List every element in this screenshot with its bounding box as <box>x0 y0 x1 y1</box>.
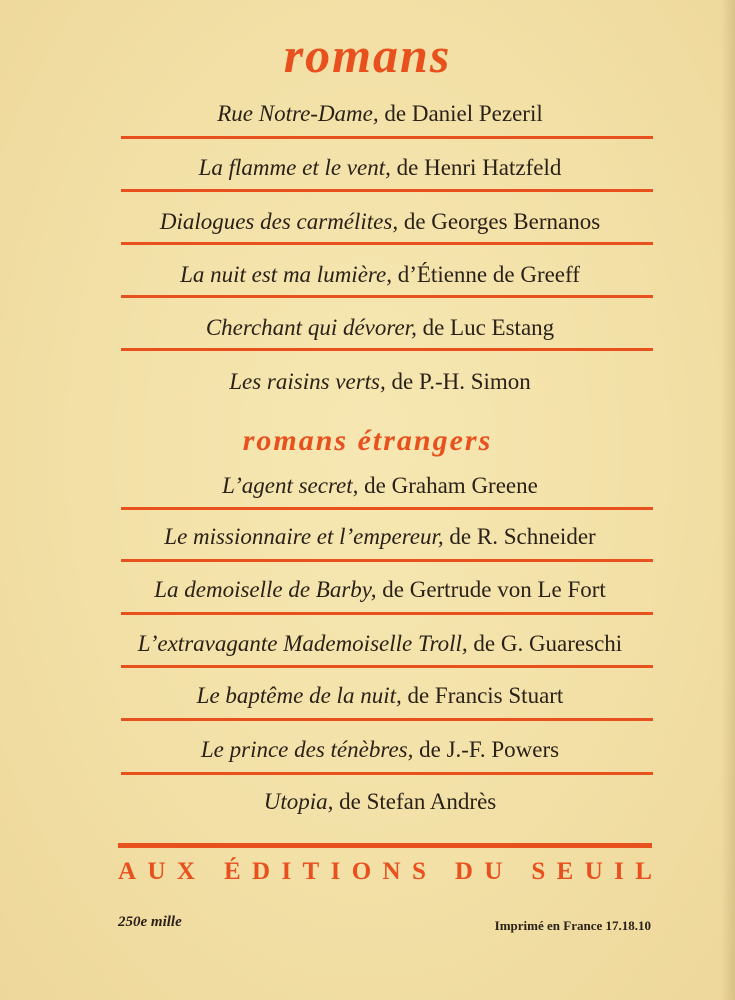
book-entry <box>110 683 650 709</box>
divider-rule <box>121 559 653 562</box>
book-title: L’agent secret, <box>222 473 359 498</box>
book-entry <box>110 577 650 603</box>
divider-rule <box>121 612 653 615</box>
divider-rule <box>121 136 653 139</box>
book-author: de Luc Estang <box>422 315 555 340</box>
divider-rule <box>121 242 653 245</box>
edition-count: 250e mille <box>118 914 182 930</box>
book-entry <box>110 524 650 550</box>
book-title: L’extravagante Mademoiselle Troll, <box>137 631 468 656</box>
book-author: d’Étienne de Greeff <box>397 262 580 287</box>
publisher-space <box>437 858 443 886</box>
book-author: de P.-H. Simon <box>391 369 531 394</box>
book-title: Le missionnaire et l’empereur, <box>164 524 444 549</box>
publisher-letter: D <box>454 858 473 885</box>
publisher-rule <box>118 843 652 848</box>
book-author: de Henri Hatzfeld <box>396 155 562 180</box>
book-author: de Francis Stuart <box>407 683 564 708</box>
book-author: de Gertrude von Le Fort <box>382 577 606 602</box>
divider-rule <box>121 507 653 510</box>
book-entry <box>110 209 650 235</box>
divider-rule <box>121 348 653 351</box>
publisher-letter: U <box>147 858 166 885</box>
publisher-letter: T <box>302 858 320 885</box>
publisher-letter: S <box>531 858 546 885</box>
publisher-letter: S <box>411 858 426 885</box>
publisher-space <box>514 858 520 886</box>
book-title: La flamme et le vent, <box>198 155 391 180</box>
publisher-letter: É <box>223 858 241 885</box>
spine-shadow <box>721 0 735 1000</box>
book-entry <box>110 737 650 763</box>
divider-rule <box>121 718 653 721</box>
book-author: de G. Guareschi <box>473 631 623 656</box>
book-author: de Daniel Pezeril <box>384 101 543 126</box>
divider-rule <box>121 295 653 298</box>
book-title: Cherchant qui dévorer, <box>205 315 417 340</box>
book-author: de J.-F. Powers <box>419 737 560 762</box>
book-entry <box>110 101 650 127</box>
printer-note: Imprimé en France 17.18.10 <box>494 918 651 933</box>
publisher-imprint <box>118 858 652 886</box>
book-author: de Stefan Andrès <box>339 789 497 814</box>
divider-rule <box>121 665 653 668</box>
publisher-letter: A <box>118 858 137 885</box>
book-entry <box>110 631 650 657</box>
book-author: de Georges Bernanos <box>403 209 601 234</box>
publisher-letter: X <box>176 858 195 885</box>
book-author: de R. Schneider <box>449 524 596 549</box>
publisher-letter: O <box>351 858 372 885</box>
book-title: Rue Notre-Dame, <box>217 101 379 126</box>
book-entry <box>110 789 650 815</box>
divider-rule <box>121 772 653 775</box>
book-author: de Graham Greene <box>364 473 538 498</box>
book-entry <box>110 473 650 499</box>
book-title: Le baptême de la nuit, <box>196 683 402 708</box>
book-entry <box>110 369 650 395</box>
publisher-letter: I <box>614 858 624 885</box>
publisher-letter: D <box>252 858 271 885</box>
book-title: Le prince des ténèbres, <box>200 737 414 762</box>
book-title: Dialogues des carmélites, <box>159 209 399 234</box>
book-title: La demoiselle de Barby, <box>154 577 377 602</box>
section-heading-romans-etrangers: romans étrangers <box>242 424 493 457</box>
book-title: Les raisins verts, <box>229 369 386 394</box>
publisher-space <box>206 858 212 886</box>
publisher-letter: E <box>556 858 574 885</box>
section-heading-romans: romans <box>283 27 452 83</box>
book-entry <box>110 315 650 341</box>
book-entry <box>110 155 650 181</box>
publisher-letter: I <box>330 858 341 885</box>
publisher-letter: U <box>584 858 603 885</box>
book-entry <box>110 262 650 288</box>
publisher-letter: N <box>382 858 401 885</box>
divider-rule <box>121 189 653 192</box>
publisher-letter: L <box>635 858 652 885</box>
publisher-letter: I <box>281 858 292 885</box>
book-title: La nuit est ma lumière, <box>180 262 392 287</box>
book-title: Utopia, <box>263 789 334 814</box>
publisher-letter: U <box>484 858 503 885</box>
